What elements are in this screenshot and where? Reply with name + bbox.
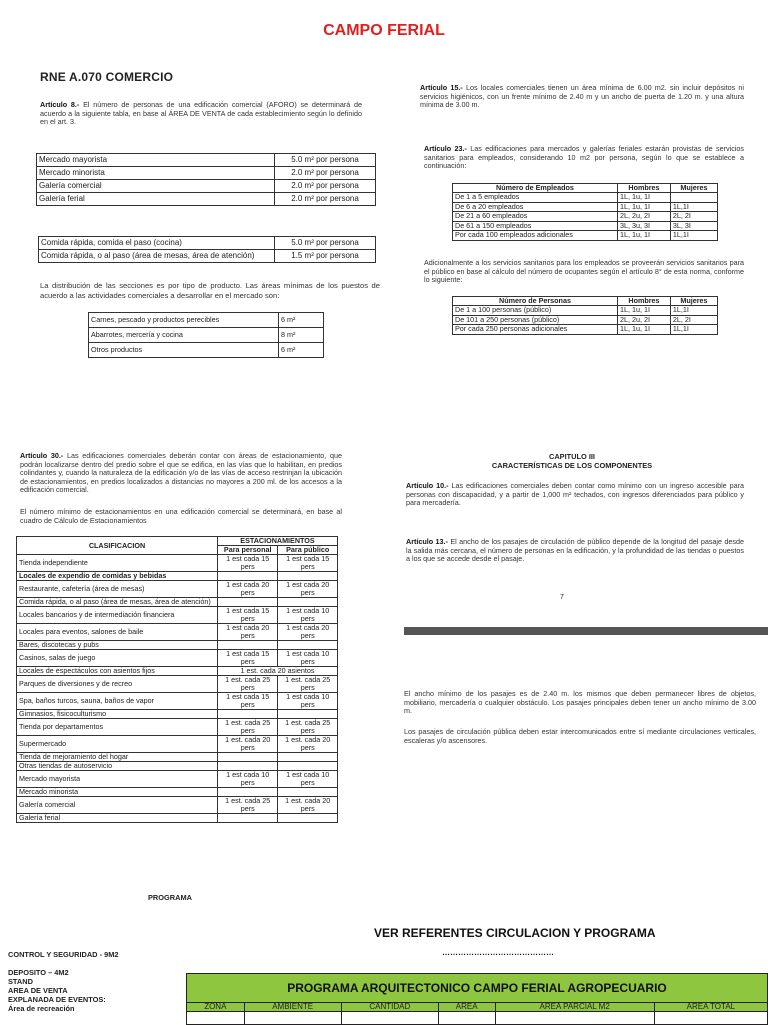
article-10 — [406, 482, 744, 508]
table-cell: 3L, 3u, 3I — [618, 221, 671, 231]
table-cell: 1L, 1u, 1I — [618, 231, 671, 241]
dotted-line: …………………………………… — [442, 948, 554, 957]
programa-column-header: CANTIDAD — [341, 1003, 438, 1012]
programa-table-title: PROGRAMA ARQUITECTONICO CAMPO FERIAL AGROPECUARIO — [187, 974, 768, 1003]
programa-empty-cell — [438, 1012, 495, 1025]
row-value: 1.5 m² por persona — [275, 250, 376, 263]
table-cell: Por cada 250 personas adicionales — [453, 325, 618, 335]
estac-personal: 1 est cada 10 pers — [218, 771, 278, 788]
section-heading: RNE A.070 COMERCIO — [40, 70, 174, 84]
article-30-label: Artículo 30.- — [20, 451, 64, 460]
programa-column-header: AREA TOTAL — [654, 1003, 767, 1012]
programa-empty-cell — [495, 1012, 654, 1025]
table-row — [17, 719, 338, 736]
column-header: Mujeres — [670, 297, 717, 306]
estac-clasificacion: Locales de espectáculos con asientos fijos — [17, 667, 218, 676]
table-row — [17, 581, 338, 598]
table-row — [37, 167, 376, 180]
ver-referentes-heading: VER REFERENTES CIRCULACION Y PROGRAMA — [374, 926, 656, 940]
estac-publico: 1 est cada 20 pers — [278, 581, 338, 598]
program-list-item: STAND — [8, 977, 33, 986]
article-23 — [424, 145, 744, 171]
estac-clasificacion: Casinos, salas de juego — [17, 650, 218, 667]
programa-empty-cell — [187, 1012, 245, 1025]
table-row — [89, 313, 324, 328]
row-value: 5.0 m² por persona — [275, 154, 376, 167]
article-15 — [420, 84, 744, 110]
row-value: 2.0 m² por persona — [275, 167, 376, 180]
article-13-label: Artículo 13.- — [406, 537, 448, 546]
column-header: Mujeres — [670, 184, 717, 193]
row-value: 5.0 m² por persona — [275, 237, 376, 250]
table-cell: 1L,1I — [670, 325, 717, 335]
table-row — [37, 193, 376, 206]
programa-empty-cell — [654, 1012, 767, 1025]
table-row — [17, 797, 338, 814]
table-cell: 2L, 2u, 2I — [618, 315, 671, 325]
estac-clasificacion: Tienda por departamentos — [17, 719, 218, 736]
estac-clasificacion: Locales bancarios y de intermediación financiera — [17, 607, 218, 624]
program-list-item: EXPLANADA DE EVENTOS: — [8, 995, 106, 1004]
estac-clasificacion: Comida rápida, o al paso (área de mesas, área de atención) — [17, 598, 218, 607]
table-row — [37, 154, 376, 167]
table-cell: De 6 a 20 empleados — [453, 202, 618, 212]
pasajes-text-2: Los pasajes de circulación pública deben estar intercomunicados entre sí mediante circulaciones verticales, escaleras y/o ascensores. — [404, 727, 756, 745]
distribution-text: La distribución de las secciones es por tipo de producto. Las áreas mínimas de los puestos de acuerdo a las actividades comerciales a desarrollar en el mercado son: — [40, 281, 380, 300]
estac-personal: 1 est cada 15 pers — [218, 693, 278, 710]
table-row — [37, 180, 376, 193]
article-30-text2: El número mínimo de estacionamientos en una edificación comercial se determinará, en base al cuadro de Cálculo de Estacionamientos — [20, 507, 342, 525]
estac-personal: 1 est cada 15 pers — [218, 555, 278, 572]
estac-publico: 1 est cada 10 pers — [278, 650, 338, 667]
aforo-table-1 — [36, 153, 376, 206]
table-row — [17, 607, 338, 624]
table-row — [453, 231, 718, 241]
row-label: Otros productos — [89, 343, 279, 358]
column-header: Hombres — [618, 297, 671, 306]
article-23-label: Artículo 23.- — [424, 144, 467, 153]
estac-publico: 1 est. cada 25 pers — [278, 719, 338, 736]
column-header: Número de Personas — [453, 297, 618, 306]
estac-personal: 1 est cada 15 pers — [218, 607, 278, 624]
estac-clasificacion: Mercado mayorista — [17, 771, 218, 788]
row-label: Mercado mayorista — [37, 154, 275, 167]
estac-clasificacion: Supermercado — [17, 736, 218, 753]
row-value: 6 m² — [279, 313, 324, 328]
estac-clasificacion: Gimnasios, fisicoculturismo — [17, 710, 218, 719]
table-row — [453, 212, 718, 222]
empleados-table — [452, 183, 718, 241]
table-row — [89, 343, 324, 358]
estac-header-clasificacion: CLASIFICACION — [17, 537, 218, 555]
table-cell: De 1 a 5 empleados — [453, 193, 618, 203]
table-row — [39, 237, 376, 250]
estac-publico: 1 est. cada 20 pers — [278, 797, 338, 814]
programa-empty-cell — [341, 1012, 438, 1025]
table-cell: 1L, 1u, 1I — [618, 193, 671, 203]
row-value: 8 m² — [279, 328, 324, 343]
chapter-number: CAPITULO III — [549, 452, 595, 461]
program-list-item: DEPOSITO – 4M2 — [8, 968, 69, 977]
article-8-label: Artículo 8.- — [40, 100, 80, 109]
program-list-item: AREA DE VENTA — [8, 986, 68, 995]
program-list-item: CONTROL Y SEGURIDAD - 9M2 — [8, 950, 119, 959]
row-label: Abarrotes, mercería y cocina — [89, 328, 279, 343]
table-cell: 2L, 2u, 2I — [618, 212, 671, 222]
adicional-text: Adicionalmente a los servicios sanitarios para los empleados se proveerán servicios sanitarios para el público en base al cálculo del número de ocupantes según el artículo 8° de esta norma, conforme lo siguiente: — [424, 258, 744, 285]
estac-publico: 1 est. cada 20 pers — [278, 736, 338, 753]
table-cell — [670, 193, 717, 203]
article-8-text: El número de personas de una edificación comercial (AFORO) se determinará de acuerdo a la siguiente tabla, en base al ÁREA DE VENTA de cada establecimiento según lo definido en el art. 3. — [40, 100, 362, 127]
estac-clasificacion: Restaurante, cafetería (área de mesas) — [17, 581, 218, 598]
estac-personal: 1 est. cada 20 pers — [218, 736, 278, 753]
estac-publico: 1 est cada 10 pers — [278, 771, 338, 788]
estac-clasificacion: Bares, discotecas y pubs — [17, 641, 218, 650]
table-row — [17, 624, 338, 641]
table-cell: De 1 a 100 personas (público) — [453, 306, 618, 316]
table-row — [453, 325, 718, 335]
article-15-label: Artículo 15.- — [420, 83, 463, 92]
table-cell: 2L, 2I — [670, 315, 717, 325]
estac-clasificacion: Otras tiendas de autoservicio — [17, 762, 218, 771]
table-cell: 1L, 1u, 1I — [618, 325, 671, 335]
table-cell: 1L,1I — [670, 306, 717, 316]
column-header: Número de Empleados — [453, 184, 618, 193]
programa-column-header: AREA — [438, 1003, 495, 1012]
page-title: CAMPO FERIAL — [323, 22, 445, 39]
estac-clasificacion: Locales de expendio de comidas y bebidas — [17, 572, 218, 581]
chapter-heading — [400, 452, 744, 470]
estac-personal — [218, 753, 278, 762]
estac-publico: 1 est cada 10 pers — [278, 607, 338, 624]
estac-clasificacion: Galería ferial — [17, 814, 218, 823]
table-row — [17, 676, 338, 693]
table-cell: 1L,1I — [670, 202, 717, 212]
row-value: 2.0 m² por persona — [275, 180, 376, 193]
article-13 — [406, 538, 744, 564]
table-row — [17, 693, 338, 710]
page-number: 7 — [560, 594, 564, 601]
table-cell: 1L,1I — [670, 231, 717, 241]
article-23-text: Las edificaciones para mercados y galerías feriales estarán provistas de servicios sanitarios para empleados, considerando 10 m2 por persona, según lo que se establece a continuación: — [424, 144, 744, 171]
table-row — [17, 736, 338, 753]
table-row — [39, 250, 376, 263]
programa-empty-cell — [244, 1012, 341, 1025]
table-row — [453, 306, 718, 316]
table-cell: 3L, 3I — [670, 221, 717, 231]
estac-publico: 1 est cada 10 pers — [278, 693, 338, 710]
estac-clasificacion: Parques de diversiones y de recreo — [17, 676, 218, 693]
areas-table — [88, 312, 324, 358]
article-8 — [40, 101, 362, 127]
column-header: Hombres — [618, 184, 671, 193]
programa-column-header: ZONA — [187, 1003, 245, 1012]
program-list — [8, 950, 178, 1013]
estac-personal: 1 est cada 15 pers — [218, 650, 278, 667]
row-label: Galería comercial — [37, 180, 275, 193]
article-13-text: El ancho de los pasajes de circulación de público depende de la longitud del pasaje desde la salida más cercana, el número de personas en la edificación, y la profundidad de las tiendas o puestos a los que se accede desde el pasaje. — [406, 537, 744, 564]
estac-publico — [278, 814, 338, 823]
chapter-title: CARACTERÍSTICAS DE LOS COMPONENTES — [491, 461, 653, 470]
article-10-label: Artículo 10.- — [406, 481, 449, 490]
table-row — [17, 814, 338, 823]
table-cell: 1L, 1u, 1I — [618, 202, 671, 212]
aforo-table-2 — [38, 236, 376, 263]
estac-clasificacion: Tienda de mejoramiento del hogar — [17, 753, 218, 762]
estac-header-personal: Para personal — [218, 546, 278, 555]
pasajes-text-1: El ancho mínimo de los pasajes es de 2.40 m. los mismos que deben permanecer libres de objetos, mobiliario, mercadería o cualquier obstáculo. Los pasajes principales deben tener un ancho mínimo de 3.00 m. — [404, 689, 756, 716]
table-row — [89, 328, 324, 343]
estac-clasificacion: Tienda independiente — [17, 555, 218, 572]
row-label: Comida rápida, comida el paso (cocina) — [39, 237, 275, 250]
table-cell: De 61 a 150 empleados — [453, 221, 618, 231]
program-list-item — [8, 959, 178, 968]
table-cell: 1L, 1u, 1I — [618, 306, 671, 316]
row-value: 6 m² — [279, 343, 324, 358]
estac-header-estacionamientos: ESTACIONAMIENTOS — [218, 537, 338, 546]
program-list-item: Área de recreación — [8, 1004, 75, 1013]
programa-table — [186, 973, 768, 1025]
estac-value: 1 est. cada 20 asientos — [218, 667, 338, 676]
estac-publico — [278, 753, 338, 762]
article-30 — [20, 452, 342, 495]
article-30-text: Las edificaciones comerciales deberán contar con áreas de estacionamiento, que podrán localizarse dentro del predio sobre el que se edifica, en las vías que lo habilitan, en predios colindantes y, cuando la naturaleza de la edificación y/o de las vías de acceso restrinjan la ubicación de estacionamientos, en predios localizados a distancias no mayores a 200 ml. de los accesos a la edificación comercial. — [20, 451, 342, 495]
personas-table — [452, 296, 718, 335]
table-row — [453, 193, 718, 203]
estac-clasificacion: Locales para eventos, salones de baile — [17, 624, 218, 641]
estac-personal: 1 est cada 20 pers — [218, 581, 278, 598]
row-label: Mercado minorista — [37, 167, 275, 180]
table-row — [17, 771, 338, 788]
estac-clasificacion: Spa, baños turcos, sauna, baños de vapor — [17, 693, 218, 710]
table-cell: De 21 a 60 empleados — [453, 212, 618, 222]
table-cell: 2L, 2I — [670, 212, 717, 222]
article-10-text: Las edificaciones comerciales deben contar como mínimo con un ingreso accesible para personas con discapacidad, y a partir de 1,000 m² techados, con ingresos diferenciados para público y para mercadería. — [406, 481, 744, 508]
estac-publico: 1 est cada 20 pers — [278, 624, 338, 641]
estac-personal: 1 est cada 20 pers — [218, 624, 278, 641]
row-label: Carnes, pescado y productos perecibles — [89, 313, 279, 328]
programa-column-header: AREA PARCIAL M2 — [495, 1003, 654, 1012]
estacionamientos-table — [16, 536, 338, 823]
estac-personal: 1 est. cada 25 pers — [218, 797, 278, 814]
programa-label: PROGRAMA — [148, 893, 192, 902]
divider-bar — [404, 627, 768, 635]
article-15-text: Los locales comerciales tienen un área mínima de 6.00 m2. sin incluir depósitos ni servicios higiénicos, con un frente mínimo de 2.40 m y un ancho de puerta de 1.20 m. y una altura mínima de 3.00 m. — [420, 83, 744, 110]
estac-personal: 1 est. cada 25 pers — [218, 676, 278, 693]
row-label: Galería ferial — [37, 193, 275, 206]
estac-personal — [218, 814, 278, 823]
table-row — [17, 555, 338, 572]
estac-clasificacion: Galería comercial — [17, 797, 218, 814]
row-label: Comida rápida, o al paso (área de mesas, área de atención) — [39, 250, 275, 263]
estac-header-publico: Para público — [278, 546, 338, 555]
programa-column-header: AMBIENTE — [244, 1003, 341, 1012]
estac-publico: 1 est cada 15 pers — [278, 555, 338, 572]
table-row — [17, 650, 338, 667]
table-cell: Por cada 100 empleados adicionales — [453, 231, 618, 241]
table-cell: De 101 a 250 personas (público) — [453, 315, 618, 325]
estac-publico: 1 est. cada 25 pers — [278, 676, 338, 693]
estac-personal: 1 est. cada 25 pers — [218, 719, 278, 736]
estac-clasificacion: Mercado minorista — [17, 788, 218, 797]
row-value: 2.0 m² por persona — [275, 193, 376, 206]
